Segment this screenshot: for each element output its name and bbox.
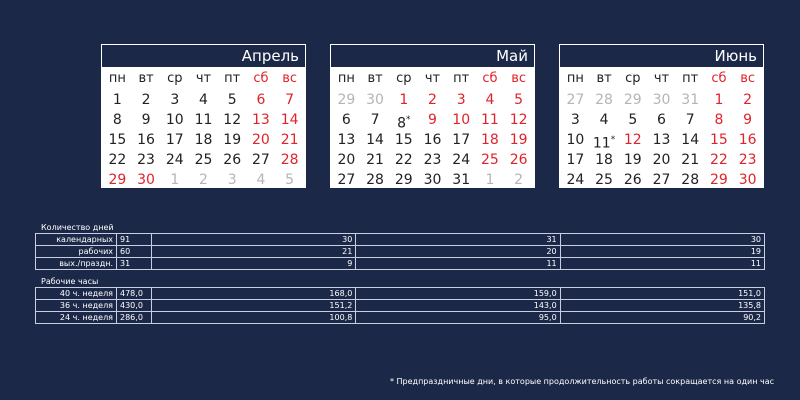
day-number: 20 [252, 132, 270, 148]
day-number: 7 [370, 112, 380, 128]
calendar-day [561, 90, 590, 110]
calendar-day [218, 130, 247, 150]
calendar-day [389, 150, 418, 170]
day-number: 8 [397, 115, 406, 132]
stats-row [36, 288, 765, 300]
day-number: 13 [337, 132, 356, 148]
calendar-day [705, 90, 734, 110]
days-table [35, 233, 765, 270]
day-number: 23 [423, 152, 442, 168]
day-number: 30 [137, 172, 155, 188]
calendar-day [132, 110, 161, 130]
calendar-day [189, 150, 218, 170]
day-number: 1 [170, 172, 180, 188]
day-number: 22 [710, 152, 728, 168]
month-value: 30 [152, 234, 356, 246]
day-number: 6 [657, 112, 666, 128]
calendar-day [247, 110, 276, 130]
calendar-day [504, 110, 533, 130]
days-section-title: Количество дней [41, 223, 114, 232]
day-number: 4 [199, 92, 208, 108]
day-number: 3 [570, 112, 580, 128]
calendar-day [561, 170, 590, 190]
calendar-day [160, 170, 189, 190]
day-number: 30 [652, 92, 671, 108]
weekday-label: сб [253, 71, 269, 86]
calendar-day [590, 90, 619, 110]
day-number: 1 [485, 172, 495, 188]
month-value: 135,8 [560, 300, 764, 312]
statistics-panel [35, 222, 765, 324]
calendar-day [218, 150, 247, 170]
month-grid [101, 68, 306, 190]
day-number: 2 [514, 172, 524, 188]
calendar-day [590, 110, 619, 130]
day-number: 24 [165, 152, 184, 168]
row-total: 478,0 [117, 288, 152, 300]
day-number: 4 [485, 92, 495, 108]
stats-row [36, 246, 765, 258]
day-number: 10 [165, 112, 184, 128]
day-number: 6 [256, 92, 266, 108]
calendar-day [389, 130, 418, 150]
day-number: 11 [481, 112, 499, 128]
day-number: 26 [623, 172, 642, 188]
calendar-day [332, 150, 361, 170]
stats-row [36, 312, 765, 324]
calendar-day [418, 110, 447, 130]
day-number: 25 [595, 172, 613, 188]
calendar-day [247, 170, 276, 190]
day-number: 19 [623, 152, 642, 168]
day-number: 13 [652, 132, 671, 148]
month-value: 168,0 [152, 288, 356, 300]
day-number: 11 [592, 135, 611, 152]
day-number: 21 [681, 152, 700, 168]
calendar-day [504, 150, 533, 170]
calendar-day [132, 130, 161, 150]
calendar-day [676, 90, 705, 110]
calendar-day [618, 150, 647, 170]
day-number: 30 [738, 172, 757, 188]
calendar-day [476, 170, 505, 190]
day-number: 5 [285, 172, 295, 188]
calendar-day [389, 110, 418, 130]
day-number: 24 [566, 172, 585, 188]
calendar-day [705, 130, 734, 150]
weekday-label: чт [195, 71, 212, 86]
calendar-day [332, 110, 361, 130]
weekday-label: вс [740, 71, 756, 86]
calendar-day [132, 170, 161, 190]
weekday-label: пт [224, 71, 241, 86]
row-total: 91 [117, 234, 152, 246]
day-number: 29 [108, 172, 127, 188]
month-title: Май [330, 44, 535, 68]
day-number: 28 [280, 152, 299, 168]
calendar-day [705, 170, 734, 190]
stats-row [36, 234, 765, 246]
day-number: 9 [428, 112, 437, 128]
day-number: 22 [394, 152, 413, 168]
day-number: 7 [685, 112, 695, 128]
day-number: 10 [566, 132, 585, 148]
day-number: 12 [223, 112, 242, 128]
calendar-day [361, 150, 390, 170]
month-calendar [101, 44, 306, 188]
day-number: 16 [423, 132, 442, 148]
day-number: 5 [628, 112, 638, 128]
calendar-day [590, 150, 619, 170]
calendar-day [160, 150, 189, 170]
calendar-day [733, 170, 762, 190]
day-number: 19 [223, 132, 242, 148]
day-number: 27 [252, 152, 270, 168]
day-number: 12 [509, 112, 528, 128]
row-label: рабочих [36, 246, 117, 258]
calendar-day [676, 130, 705, 150]
day-number: 2 [199, 172, 208, 188]
day-number: 29 [623, 92, 642, 108]
calendar-day [618, 130, 647, 150]
calendar-day [504, 90, 533, 110]
day-number: 1 [399, 92, 409, 108]
day-number: 25 [481, 152, 499, 168]
month-calendar [330, 44, 535, 188]
calendar-day [103, 150, 132, 170]
calendar-day [590, 130, 619, 150]
weekday-label: пт [453, 71, 470, 86]
day-number: 28 [595, 92, 613, 108]
day-number: 7 [285, 92, 295, 108]
calendar-day [618, 170, 647, 190]
calendar-day [361, 110, 390, 130]
weekday-label: чт [424, 71, 441, 86]
calendar-day [733, 90, 762, 110]
weekday-label: пн [566, 71, 584, 86]
day-number: 28 [366, 172, 384, 188]
calendar-day [247, 90, 276, 110]
calendar-day [647, 150, 676, 170]
day-number: 1 [714, 92, 724, 108]
day-number: 18 [481, 132, 499, 148]
calendar-day [275, 150, 304, 170]
month-value: 9 [152, 258, 356, 270]
day-number: 3 [227, 172, 237, 188]
calendar-day [733, 110, 762, 130]
day-number: 19 [509, 132, 528, 148]
day-number: 22 [108, 152, 127, 168]
calendar-day [418, 170, 447, 190]
stats-row [36, 258, 765, 270]
calendar-day [103, 90, 132, 110]
calendar-day [418, 130, 447, 150]
month-title: Апрель [101, 44, 306, 68]
month-value: 19 [560, 246, 764, 258]
weekday-label: сб [482, 71, 498, 86]
day-number: 29 [710, 172, 728, 188]
calendar-day [418, 150, 447, 170]
day-number: 5 [227, 92, 237, 108]
day-number: 18 [595, 152, 613, 168]
day-number: 20 [337, 152, 356, 168]
calendar-day [361, 90, 390, 110]
day-number: 17 [452, 132, 471, 148]
calendar-day [389, 90, 418, 110]
day-number: 27 [652, 172, 671, 188]
day-number: 2 [141, 92, 151, 108]
day-number: 21 [280, 132, 299, 148]
calendar-day [561, 110, 590, 130]
day-number: 10 [452, 112, 471, 128]
calendar-day [160, 90, 189, 110]
day-number: 21 [366, 152, 384, 168]
calendar-day [618, 90, 647, 110]
day-number: 2 [428, 92, 437, 108]
day-number: 13 [252, 112, 270, 128]
hours-section-title: Рабочие часы [41, 277, 99, 286]
calendar-day [476, 110, 505, 130]
calendar-day [476, 130, 505, 150]
day-number: 5 [514, 92, 524, 108]
month-value: 90,2 [560, 312, 764, 324]
day-number: 17 [165, 132, 184, 148]
row-label: 40 ч. неделя [36, 288, 117, 300]
day-number: 8 [112, 112, 122, 128]
calendar-day [504, 170, 533, 190]
calendar-day [504, 130, 533, 150]
month-value: 11 [560, 258, 764, 270]
calendar-day [705, 110, 734, 130]
calendar-day [332, 170, 361, 190]
calendar-day [332, 130, 361, 150]
weekday-label: вс [511, 71, 527, 86]
calendar-day [275, 110, 304, 130]
calendar-day [361, 170, 390, 190]
day-number: 27 [566, 92, 585, 108]
day-number: 16 [738, 132, 757, 148]
weekday-label: пн [337, 71, 355, 86]
row-label: вых./праздн. [36, 258, 117, 270]
month-value: 151,2 [152, 300, 356, 312]
day-number: 16 [137, 132, 155, 148]
weekday-label: пн [108, 71, 126, 86]
day-number: 15 [394, 132, 413, 148]
calendar-day [189, 170, 218, 190]
day-number: 4 [599, 112, 609, 128]
day-number: 23 [738, 152, 757, 168]
day-number: 11 [194, 112, 213, 128]
month-value: 31 [356, 234, 560, 246]
day-number: 18 [194, 132, 213, 148]
month-title: Июнь [559, 44, 764, 68]
day-number: 23 [137, 152, 155, 168]
calendar-day [733, 150, 762, 170]
calendar-day [447, 90, 476, 110]
weekday-label: ср [625, 71, 641, 86]
calendar-day [189, 90, 218, 110]
row-total: 60 [117, 246, 152, 258]
calendar-day [160, 130, 189, 150]
day-number: 29 [337, 92, 356, 108]
weekday-label: вс [282, 71, 298, 86]
month-value: 21 [152, 246, 356, 258]
calendar-day [647, 170, 676, 190]
calendar-day [132, 150, 161, 170]
day-number: 31 [452, 172, 471, 188]
day-number: 28 [681, 172, 700, 188]
day-number: 9 [141, 112, 151, 128]
calendar-day [247, 130, 276, 150]
row-total: 31 [117, 258, 152, 270]
row-label: 24 ч. неделя [36, 312, 117, 324]
month-value: 159,0 [356, 288, 560, 300]
day-number: 17 [566, 152, 585, 168]
day-number: 3 [456, 92, 466, 108]
row-total: 430,0 [117, 300, 152, 312]
calendar-day [476, 150, 505, 170]
month-value: 20 [356, 246, 560, 258]
day-number: 12 [623, 132, 642, 148]
weekday-label: пт [682, 71, 699, 86]
calendar-day [447, 130, 476, 150]
calendar-day [218, 90, 247, 110]
calendar-day [676, 150, 705, 170]
month-value: 95,0 [356, 312, 560, 324]
calendar-day [561, 150, 590, 170]
calendar-day [275, 90, 304, 110]
calendar-day [275, 130, 304, 150]
calendar-day [103, 170, 132, 190]
calendar-day [647, 130, 676, 150]
month-grid [559, 68, 764, 190]
weekday-label: чт [653, 71, 670, 86]
month-value: 100,8 [152, 312, 356, 324]
weekday-label: вт [367, 71, 383, 86]
day-number: 27 [337, 172, 356, 188]
day-number: 6 [341, 112, 351, 128]
day-number: 29 [394, 172, 413, 188]
row-label: 36 ч. неделя [36, 300, 117, 312]
month-value: 30 [560, 234, 764, 246]
month-calendar [559, 44, 764, 188]
calendar-day [561, 130, 590, 150]
footnote: * Предпраздничные дни, в которые продолжительность работы сокращается на один час [389, 377, 774, 386]
calendar-day [103, 130, 132, 150]
calendar-day [275, 170, 304, 190]
day-number: 15 [108, 132, 127, 148]
day-number: 9 [743, 112, 753, 128]
day-number: 26 [223, 152, 242, 168]
calendar-day [590, 170, 619, 190]
calendar-day [247, 150, 276, 170]
calendar-day [132, 90, 161, 110]
calendar-day [647, 90, 676, 110]
month-value: 143,0 [356, 300, 560, 312]
month-grid [330, 68, 535, 190]
day-number: 25 [194, 152, 213, 168]
day-number: 14 [681, 132, 700, 148]
calendar-day [418, 90, 447, 110]
calendar-day [618, 110, 647, 130]
calendar-day [189, 110, 218, 130]
calendar-day [361, 130, 390, 150]
calendar-day [160, 110, 189, 130]
day-number: 14 [366, 132, 384, 148]
pre-holiday-marker: * [405, 115, 411, 125]
day-number: 8 [714, 112, 724, 128]
weekday-label: ср [396, 71, 412, 86]
calendar-day [218, 170, 247, 190]
calendar-day [476, 90, 505, 110]
day-number: 3 [170, 92, 180, 108]
weekday-label: ср [167, 71, 183, 86]
calendar-day [389, 170, 418, 190]
calendar-day [447, 170, 476, 190]
calendar-day [676, 170, 705, 190]
day-number: 4 [256, 172, 266, 188]
calendar-day [647, 110, 676, 130]
calendar-day [705, 150, 734, 170]
day-number: 31 [681, 92, 700, 108]
month-value: 151,0 [560, 288, 764, 300]
weekday-label: вт [596, 71, 612, 86]
day-number: 26 [509, 152, 528, 168]
calendar-day [447, 110, 476, 130]
calendar-day [332, 90, 361, 110]
day-number: 30 [366, 92, 384, 108]
month-value: 11 [356, 258, 560, 270]
day-number: 20 [652, 152, 671, 168]
calendar-day [103, 110, 132, 130]
day-number: 14 [280, 112, 299, 128]
day-number: 1 [112, 92, 122, 108]
day-number: 24 [452, 152, 471, 168]
row-label: календарных [36, 234, 117, 246]
calendar-day [218, 110, 247, 130]
pre-holiday-marker: * [610, 135, 616, 145]
day-number: 2 [743, 92, 753, 108]
calendar-day [447, 150, 476, 170]
day-number: 15 [710, 132, 728, 148]
calendar-day [733, 130, 762, 150]
calendar-day [676, 110, 705, 130]
day-number: 30 [423, 172, 442, 188]
stats-row [36, 300, 765, 312]
weekday-label: сб [711, 71, 727, 86]
calendar-day [189, 130, 218, 150]
weekday-label: вт [138, 71, 154, 86]
hours-table [35, 287, 765, 324]
row-total: 286,0 [117, 312, 152, 324]
